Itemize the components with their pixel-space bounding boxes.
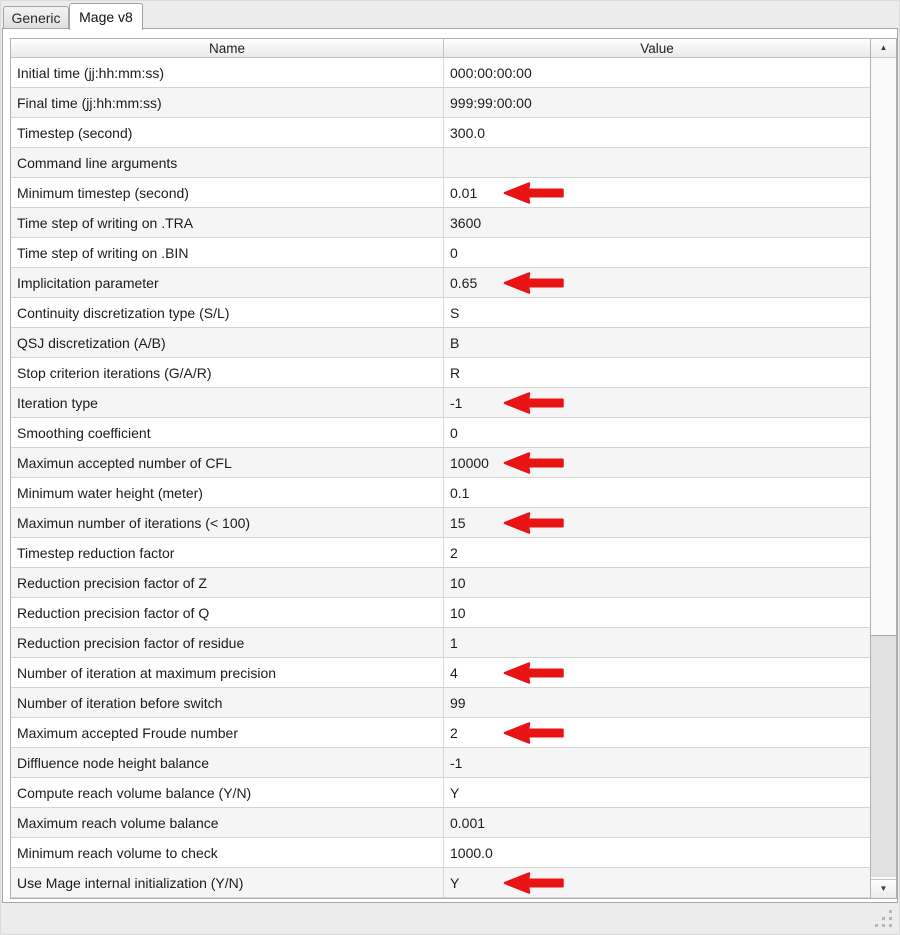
parameter-value: 2 bbox=[450, 724, 458, 741]
parameter-value-cell[interactable] bbox=[444, 478, 870, 507]
table-row[interactable] bbox=[11, 658, 870, 688]
table-row[interactable] bbox=[11, 178, 870, 208]
parameter-value-cell[interactable] bbox=[444, 418, 870, 447]
parameter-value: 10 bbox=[450, 574, 466, 591]
parameter-name: Maximun number of iterations (< 100) bbox=[11, 508, 444, 537]
table-row[interactable] bbox=[11, 838, 870, 868]
table-row[interactable] bbox=[11, 538, 870, 568]
table-row[interactable] bbox=[11, 118, 870, 148]
table-row[interactable] bbox=[11, 268, 870, 298]
parameter-value: 1 bbox=[450, 634, 458, 651]
parameter-value: Y bbox=[450, 874, 460, 891]
parameter-value-cell[interactable] bbox=[444, 838, 870, 867]
column-header-name[interactable]: Name bbox=[11, 39, 444, 57]
red-arrow-icon bbox=[502, 271, 566, 295]
parameter-name: Reduction precision factor of residue bbox=[11, 628, 444, 657]
scroll-up-button[interactable] bbox=[871, 39, 896, 58]
red-arrow-icon bbox=[502, 511, 566, 535]
table-row[interactable] bbox=[11, 748, 870, 778]
resize-grip-icon[interactable] bbox=[870, 909, 894, 930]
parameter-name: Timestep reduction factor bbox=[11, 538, 444, 567]
scroll-down-button[interactable] bbox=[871, 879, 896, 898]
parameter-value: -1 bbox=[450, 394, 463, 411]
parameter-table bbox=[10, 38, 897, 899]
parameter-value-cell[interactable] bbox=[444, 448, 870, 477]
red-arrow-icon bbox=[502, 451, 566, 475]
parameter-value: 300.0 bbox=[450, 124, 486, 141]
parameter-value-cell[interactable] bbox=[444, 388, 870, 417]
table-row[interactable] bbox=[11, 868, 870, 898]
parameter-value: 10 bbox=[450, 604, 466, 621]
parameter-value-cell[interactable] bbox=[444, 88, 870, 117]
table-row[interactable] bbox=[11, 418, 870, 448]
parameter-name: Use Mage internal initialization (Y/N) bbox=[11, 868, 444, 897]
table-body bbox=[11, 58, 870, 898]
parameter-value-cell[interactable] bbox=[444, 268, 870, 297]
parameter-name: Final time (jj:hh:mm:ss) bbox=[11, 88, 444, 117]
parameter-value: 0 bbox=[450, 424, 458, 441]
parameter-value-cell[interactable] bbox=[444, 868, 870, 897]
tab-content-panel bbox=[2, 28, 898, 903]
parameter-name: Time step of writing on .TRA bbox=[11, 208, 444, 237]
parameter-name: Smoothing coefficient bbox=[11, 418, 444, 447]
table-row[interactable] bbox=[11, 328, 870, 358]
scrollbar-thumb[interactable] bbox=[871, 635, 896, 877]
parameter-value: 99 bbox=[450, 694, 466, 711]
table-row[interactable] bbox=[11, 238, 870, 268]
parameter-name: Number of iteration at maximum precision bbox=[11, 658, 444, 687]
column-header-value[interactable]: Value bbox=[640, 40, 674, 56]
parameter-value-cell[interactable] bbox=[444, 298, 870, 327]
parameter-value: 0.65 bbox=[450, 274, 478, 291]
parameter-name: Timestep (second) bbox=[11, 118, 444, 147]
table-row[interactable] bbox=[11, 718, 870, 748]
red-arrow-icon bbox=[502, 661, 566, 685]
parameter-name: Number of iteration before switch bbox=[11, 688, 444, 717]
parameter-name: Maximum reach volume balance bbox=[11, 808, 444, 837]
tab-mage-v8[interactable] bbox=[69, 3, 143, 30]
parameter-value-cell[interactable] bbox=[444, 568, 870, 597]
parameter-value: B bbox=[450, 334, 460, 351]
parameter-name: Minimum water height (meter) bbox=[11, 478, 444, 507]
table-row[interactable] bbox=[11, 208, 870, 238]
parameter-value: R bbox=[450, 364, 461, 381]
parameter-name: Minimum timestep (second) bbox=[11, 178, 444, 207]
table-row[interactable] bbox=[11, 478, 870, 508]
parameter-value-cell[interactable] bbox=[444, 628, 870, 657]
parameter-value: S bbox=[450, 304, 460, 321]
parameter-value: 1000.0 bbox=[450, 844, 493, 861]
parameter-name: Continuity discretization type (S/L) bbox=[11, 298, 444, 327]
parameter-value-cell[interactable] bbox=[444, 328, 870, 357]
parameter-name: Minimum reach volume to check bbox=[11, 838, 444, 867]
table-row[interactable] bbox=[11, 628, 870, 658]
table-header-row bbox=[11, 39, 896, 58]
parameter-value-cell[interactable] bbox=[444, 208, 870, 237]
parameter-value: -1 bbox=[450, 754, 463, 771]
table-row[interactable] bbox=[11, 808, 870, 838]
parameter-value: 3600 bbox=[450, 214, 482, 231]
table-row[interactable] bbox=[11, 88, 870, 118]
parameter-value-cell[interactable] bbox=[444, 148, 870, 177]
parameter-value: Y bbox=[450, 784, 460, 801]
table-row[interactable] bbox=[11, 598, 870, 628]
parameter-value-cell[interactable] bbox=[444, 748, 870, 777]
status-bar bbox=[0, 903, 900, 935]
tab-generic-label: Generic bbox=[11, 10, 61, 26]
table-row[interactable] bbox=[11, 388, 870, 418]
parameter-value: 0.1 bbox=[450, 484, 470, 501]
parameter-name: Initial time (jj:hh:mm:ss) bbox=[11, 58, 444, 87]
parameter-value-cell[interactable] bbox=[444, 58, 870, 87]
table-row[interactable] bbox=[11, 568, 870, 598]
red-arrow-icon bbox=[502, 181, 566, 205]
table-row[interactable] bbox=[11, 688, 870, 718]
table-row[interactable] bbox=[11, 358, 870, 388]
parameter-name: Implicitation parameter bbox=[11, 268, 444, 297]
parameter-value-cell[interactable] bbox=[444, 808, 870, 837]
red-arrow-icon bbox=[502, 391, 566, 415]
parameter-name: Time step of writing on .BIN bbox=[11, 238, 444, 267]
parameter-name: Command line arguments bbox=[11, 148, 444, 177]
scroll-down-icon: ▼ bbox=[879, 884, 888, 893]
vertical-scrollbar[interactable] bbox=[870, 39, 896, 898]
table-row[interactable] bbox=[11, 298, 870, 328]
parameter-value-cell[interactable] bbox=[444, 238, 870, 267]
parameter-name: Compute reach volume balance (Y/N) bbox=[11, 778, 444, 807]
red-arrow-icon bbox=[502, 721, 566, 745]
scroll-up-icon: ▲ bbox=[879, 43, 888, 52]
parameter-value-cell[interactable] bbox=[444, 508, 870, 537]
parameter-value: 4 bbox=[450, 664, 458, 681]
parameter-value: 2 bbox=[450, 544, 458, 561]
parameter-value: 0.01 bbox=[450, 184, 478, 201]
parameter-name: Stop criterion iterations (G/A/R) bbox=[11, 358, 444, 387]
tab-mage-v8-label: Mage v8 bbox=[79, 9, 133, 25]
parameter-name: Maximun accepted number of CFL bbox=[11, 448, 444, 477]
parameter-value-cell[interactable] bbox=[444, 178, 870, 207]
red-arrow-icon bbox=[502, 871, 566, 895]
parameter-value-cell[interactable] bbox=[444, 688, 870, 717]
parameter-value-cell[interactable] bbox=[444, 778, 870, 807]
parameter-name: Reduction precision factor of Q bbox=[11, 598, 444, 627]
parameter-name: Reduction precision factor of Z bbox=[11, 568, 444, 597]
table-row[interactable] bbox=[11, 778, 870, 808]
table-row[interactable] bbox=[11, 58, 870, 88]
parameter-value-cell[interactable] bbox=[444, 358, 870, 387]
parameter-name: Diffluence node height balance bbox=[11, 748, 444, 777]
table-row[interactable] bbox=[11, 448, 870, 478]
parameter-value-cell[interactable] bbox=[444, 718, 870, 747]
parameter-value-cell[interactable] bbox=[444, 598, 870, 627]
parameter-name: QSJ discretization (A/B) bbox=[11, 328, 444, 357]
parameter-value: 0 bbox=[450, 244, 458, 261]
parameter-value: 10000 bbox=[450, 454, 489, 471]
parameter-value-cell[interactable] bbox=[444, 658, 870, 687]
parameter-value: 0.001 bbox=[450, 814, 486, 831]
parameter-value-cell[interactable] bbox=[444, 538, 870, 567]
parameter-name: Maximum accepted Froude number bbox=[11, 718, 444, 747]
parameter-value: 15 bbox=[450, 514, 466, 531]
parameter-value: 999:99:00:00 bbox=[450, 94, 532, 111]
parameter-value-cell[interactable] bbox=[444, 118, 870, 147]
table-row[interactable] bbox=[11, 508, 870, 538]
parameter-value: 000:00:00:00 bbox=[450, 64, 532, 81]
parameter-name: Iteration type bbox=[11, 388, 444, 417]
table-row[interactable] bbox=[11, 148, 870, 178]
tab-generic[interactable] bbox=[3, 6, 69, 29]
